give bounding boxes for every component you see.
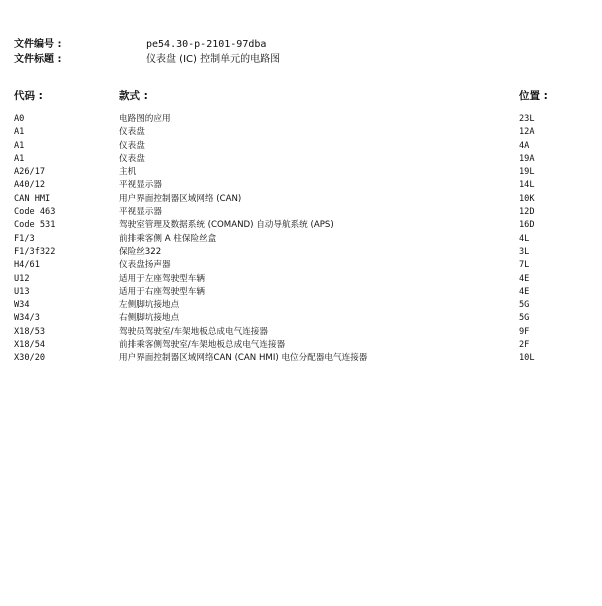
table-row [0, 140, 602, 153]
row-position: 4E [519, 286, 530, 297]
table-row [0, 326, 602, 339]
table-row [0, 206, 602, 219]
table-row [0, 166, 602, 179]
row-position: 7L [519, 260, 530, 271]
row-position: 12D [519, 207, 535, 218]
row-code: Code 531 [14, 220, 56, 231]
header-position: 位置 : [519, 90, 548, 102]
row-code: CAN HMI [14, 193, 51, 204]
row-position: 23L [519, 114, 535, 124]
table-row [0, 113, 602, 126]
row-description: 仪表盘 [119, 140, 145, 151]
table-row [0, 299, 602, 312]
row-position: 16D [519, 220, 535, 231]
row-description: 适用于左座驾驶型车辆 [119, 273, 205, 284]
table-row [0, 339, 602, 352]
row-code: W34/3 [14, 313, 40, 324]
table-row [0, 246, 602, 259]
table-row [0, 126, 602, 139]
table-row [0, 193, 602, 206]
table-row [0, 233, 602, 246]
doc-number-label: 文件编号 : [14, 39, 62, 50]
table-row [0, 179, 602, 192]
row-position: 4L [519, 233, 530, 244]
doc-title-label: 文件标题 : [14, 54, 62, 65]
table-row [0, 219, 602, 232]
component-table [0, 113, 602, 366]
row-description: 前排乘客侧 A 柱保险丝盒 [119, 233, 217, 244]
row-code: F1/3 [14, 233, 35, 244]
row-position: 19A [519, 153, 535, 164]
row-code: X30/20 [14, 353, 46, 364]
row-description: 右侧脚坑接地点 [119, 313, 180, 324]
doc-title-value: 仪表盘 (IC) 控制单元的电路图 [146, 54, 281, 65]
row-position: 4E [519, 273, 530, 284]
row-position: 14L [519, 180, 535, 191]
row-code: X18/54 [14, 340, 46, 351]
row-description: 用户界面控制器区域网络CAN (CAN HMI) 电位分配器电气连接器 [119, 353, 368, 364]
row-position: 2F [519, 340, 530, 351]
row-description: 仪表盘扬声器 [119, 260, 171, 271]
row-code: X18/53 [14, 326, 46, 337]
table-row [0, 312, 602, 325]
row-description: 主机 [119, 167, 137, 178]
row-code: Code 463 [14, 207, 56, 218]
row-code: A1 [14, 140, 25, 151]
table-row [0, 352, 602, 365]
table-row [0, 273, 602, 286]
row-code: U12 [14, 273, 30, 284]
row-position: 19L [519, 167, 535, 178]
table-header [0, 89, 602, 103]
table-row [0, 153, 602, 166]
row-code: W34 [14, 300, 30, 311]
row-description: 驾驶室管理及数据系统 (COMAND) 自动导航系统 (APS) [119, 220, 334, 231]
doc-number-value: pe54.30-p-2101-97dba [146, 39, 267, 50]
header-code: 代码 : [14, 90, 43, 102]
row-position: 9F [519, 326, 530, 337]
table-row [0, 259, 602, 272]
row-position: 12A [519, 127, 535, 138]
row-code: A40/12 [14, 180, 46, 191]
row-position: 3L [519, 246, 530, 257]
row-description: 保险丝322 [119, 246, 162, 257]
row-code: A1 [14, 153, 25, 164]
row-position: 10K [519, 193, 535, 204]
row-description: 适用于右座驾驶型车辆 [119, 286, 205, 297]
row-code: F1/3f322 [14, 246, 56, 257]
row-description: 平视显示器 [119, 180, 162, 191]
row-position: 10L [519, 353, 535, 364]
row-description: 左侧脚坑接地点 [119, 300, 180, 311]
row-code: A0 [14, 114, 25, 124]
row-description: 电路图的应用 [119, 114, 171, 124]
header-description: 款式 : [119, 90, 148, 102]
row-code: A26/17 [14, 167, 46, 178]
row-position: 4A [519, 140, 530, 151]
row-code: A1 [14, 127, 25, 138]
row-code: U13 [14, 286, 30, 297]
row-description: 驾驶员驾驶室/车架地板总成电气连接器 [119, 326, 268, 337]
row-code: H4/61 [14, 260, 40, 271]
row-position: 5G [519, 313, 530, 324]
row-description: 前排乘客侧驾驶室/车架地板总成电气连接器 [119, 340, 286, 351]
row-description: 用户界面控制器区域网络 (CAN) [119, 193, 242, 204]
row-description: 平视显示器 [119, 207, 162, 218]
row-description: 仪表盘 [119, 127, 145, 138]
row-description: 仪表盘 [119, 153, 145, 164]
row-position: 5G [519, 300, 530, 311]
table-row [0, 286, 602, 299]
